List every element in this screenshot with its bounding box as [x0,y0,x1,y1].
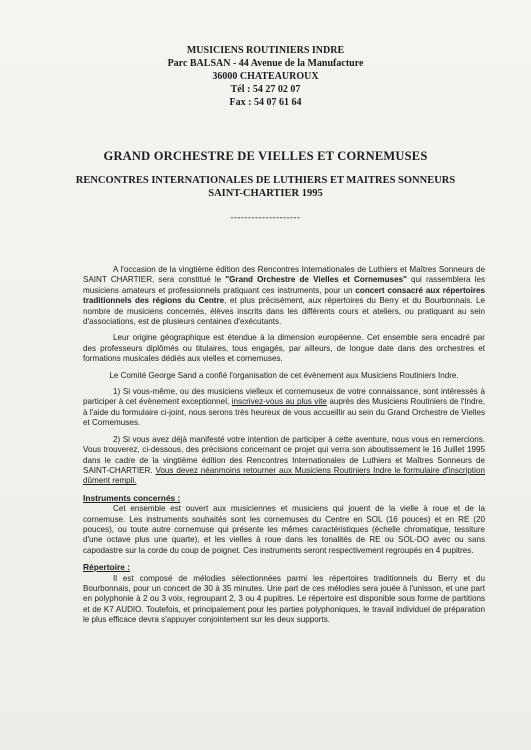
divider: -------------------- [230,212,301,222]
instruments-text: Cet ensemble est ouvert aux musiciennes et musiciens qui jouent de la vielle à roue et de la cornemuse. Les instruments souhaités sont les cornemuses du Centre en SOL (16 pouces) et en RE (20 pouces), ou toute autre cornemuse qui présente les mêmes caractéristiques (échelle chromatique, tessiture d'une octave plus une quarte), et les vielles à roue dans les tonalités de RE ou SOL-DO avec ou sans capodastre sur la corde du coup de poignet. Ces instruments seront respectivement regroupés en 4 pupitres. [83,504,485,555]
orchestra-name: "Grand Orchestre de Vielles et Cornemuses" [225,275,407,285]
main-title: GRAND ORCHESTRE DE VIELLES ET CORNEMUSES [103,149,428,163]
org-name: MUSICIENS ROUTINIERS INDRE [186,45,345,56]
concert-description: concert consacré aux répertoires traditionnels des régions du Centre [83,285,485,306]
intro-paragraph-3: Le Comité George Sand a confié l'organisation de cet évènement aux Musiciens Routiniers Indre. [109,370,459,380]
org-address: Parc BALSAN - 44 Avenue de la Manufacture [167,58,364,69]
intro-paragraph-2: Leur origine géographique est étendue à la dimension européenne. Cet ensemble sera encadré par des professeurs diplômés ou titulaires, tous engagés, par ailleurs, de longue date dans des orchestres et formations musicales dédiés aux vielles et cornemuses. [83,333,485,364]
repertoire-text: Il est composé de mélodies sélectionnées parmi les répertoires traditionnels du Berry et du Bourbonnais, pour un concert de 30 à 35 minutes. Une part de ces mélodies sera jouée à l'unisson, et une part en polyphonie à 2 ou 3 voix, regroupant 2, 3 ou 4 pupitres. Le répertoire est disponible sous forme de partitions et de K7 AUDIO. Toutefois, et principalement pour les parties polyphoniques, le travail individuel de préparation le plus efficace devra s'appuyer conjointement sur les deux supports. [83,573,485,625]
org-tel: Tél : 54 27 02 07 [230,84,301,95]
letterhead [0,44,531,109]
subtitle-line-2: SAINT-CHARTIER 1995 [208,188,323,199]
register-callout: inscrivez-vous au plus vite [231,397,327,407]
text-run: 2) Si vous avez déjà manifesté votre intention de participer à cette aventure, nous vous en remercions. Vous trouverez, ci-dessous, des précisions concernant ce projet qui verra son aboutissement le 16 Juillet 1995 dans le cadre de la vingtième édition des Rencontres Internationales de Luthiers et Maîtres Sonneurs de SAINT-CHARTIER. [83,434,485,475]
text-run: 1) Si vous-même, ou des musiciens vielleux et cornemuseux de votre connaissance, sont intéressés à participer à cet évènement exceptionnel, [83,387,485,407]
org-fax: Fax : 54 07 61 64 [229,97,302,108]
instruments-heading: Instruments concernés : [83,492,181,503]
text-run: qui rassemblera les musiciens amateurs et professionnels pratiquant ces instruments, pour un [83,275,485,295]
text-run: , et plus précisément, aux répertoires du Berry et du Bourbonnais. Le nombre de musiciens concernés, élèves inscrits dans les différents cours et ateliers, ou pratiquant au sein d'associations, est de plusieurs centaines d'exécutants. [83,296,485,327]
org-city: 36000 CHATEAUROUX [212,71,319,82]
form-reminder: Vous devez néanmoins retourner aux Musiciens Routiniers Indre le formulaire d'inscription dûment rempli. [83,465,485,486]
subtitle-line-1: RENCONTRES INTERNATIONALES DE LUTHIERS ET MAITRES SONNEURS [75,175,456,186]
title-block [0,149,531,222]
item-1 [83,387,485,429]
document-body [83,265,485,632]
item-2 [83,435,485,487]
text-run: auprès des Musiciens Routiniers de l'Indre, à l'aide du formulaire ci-joint, nous serons très heureux de vous accueillir au sein du Grand Orchestre de Vielles et Cornemuses. [83,397,485,428]
text-run: A l'occasion de la vingtième édition des Rencontres Internationales de Luthiers et Maîtres Sonneurs de SAINT CHARTIER, sera constitué le [83,265,485,285]
repertoire-heading: Répertoire : [83,562,131,573]
intro-paragraph-1 [83,265,485,327]
